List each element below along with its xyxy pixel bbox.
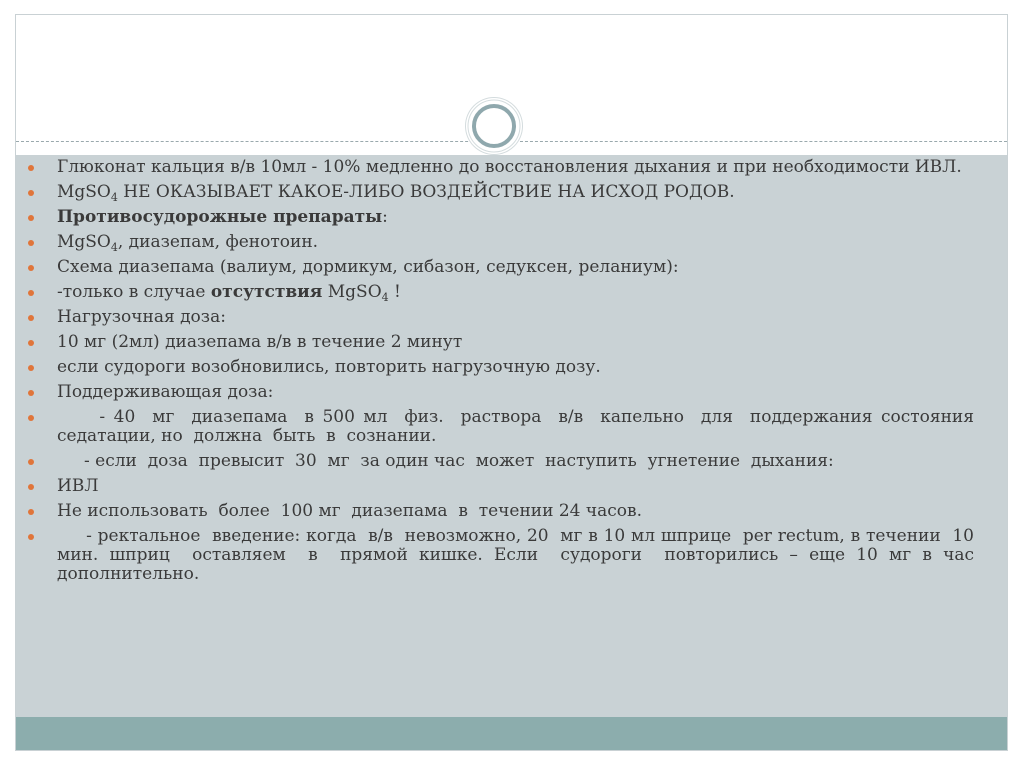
bullet-dot-icon bbox=[28, 459, 34, 465]
bullet-dot-icon bbox=[28, 165, 34, 171]
list-item bbox=[24, 158, 974, 177]
bullet-text-pre: MgSO bbox=[57, 232, 111, 252]
list-item bbox=[24, 283, 974, 302]
list-item bbox=[24, 208, 974, 227]
bullet-dot-icon bbox=[28, 240, 34, 246]
list-item bbox=[24, 407, 985, 446]
bullet-text: Не использовать более 100 мг диазепама в течении 24 часов. bbox=[57, 501, 643, 521]
bullet-text-pre: -только в случае bbox=[57, 282, 211, 302]
list-item bbox=[24, 333, 974, 352]
bullet-dot-icon bbox=[28, 340, 34, 346]
list-item bbox=[24, 477, 974, 496]
bullet-text-post: , диазепам, фенотоин. bbox=[117, 232, 319, 252]
list-item bbox=[24, 183, 974, 202]
bullet-text: - если доза превысит 30 мг за один час может наступить угнетение дыхания: bbox=[57, 451, 834, 471]
list-item bbox=[24, 526, 985, 584]
list-item bbox=[24, 383, 974, 402]
bullet-dot-icon bbox=[28, 365, 34, 371]
bullet-text: Глюконат кальция в/в 10мл - 10% медленно до восстановления дыхания и при необходимости ИВЛ. bbox=[57, 157, 962, 177]
bullet-dot-icon bbox=[28, 315, 34, 321]
subscript: 4 bbox=[381, 291, 389, 304]
list-item bbox=[24, 258, 974, 277]
bullet-bold-text: Противосудорожные препараты bbox=[57, 207, 383, 227]
bullet-bold-text: отсутствия bbox=[210, 282, 323, 302]
bullet-text-pre: MgSO bbox=[57, 182, 111, 202]
bullet-text: ИВЛ bbox=[57, 476, 99, 496]
bullet-dot-icon bbox=[28, 215, 34, 221]
bullet-dot-icon bbox=[28, 509, 34, 515]
bullet-dot-icon bbox=[28, 265, 34, 271]
bullet-dot-icon bbox=[28, 534, 34, 540]
footer-band bbox=[16, 717, 1007, 751]
subscript: 4 bbox=[110, 241, 118, 254]
bullet-dot-icon bbox=[28, 415, 34, 421]
bullet-text-mid: MgSO bbox=[322, 282, 382, 302]
ring-ornament-icon bbox=[466, 98, 522, 154]
bullet-text-post: : bbox=[382, 207, 388, 227]
bullet-text: - 40 мг диазепама в 500 мл физ. раствора в/в капельно для поддержания состояния седатации, но должна быть в сознании. bbox=[57, 407, 985, 446]
bullet-text-post: ! bbox=[388, 282, 401, 302]
list-item bbox=[24, 308, 974, 327]
list-item bbox=[24, 358, 974, 377]
list-item bbox=[24, 502, 974, 521]
list-item bbox=[24, 452, 974, 471]
bullet-list bbox=[24, 157, 985, 590]
bullet-text: Поддерживающая доза: bbox=[57, 382, 274, 402]
bullet-dot-icon bbox=[28, 484, 34, 490]
bullet-text: 10 мг (2мл) диазепама в/в в течение 2 минут bbox=[57, 332, 463, 352]
bullet-text-post: НЕ ОКАЗЫВАЕТ КАКОЕ-ЛИБО ВОЗДЕЙСТВИЕ НА ИСХОД РОДОВ. bbox=[117, 182, 735, 202]
subscript: 4 bbox=[110, 191, 118, 204]
bullet-text: Нагрузочная доза: bbox=[57, 307, 226, 327]
bullet-dot-icon bbox=[28, 290, 34, 296]
bullet-dot-icon bbox=[28, 190, 34, 196]
bullet-text: - ректальное введение: когда в/в невозможно, 20 мг в 10 мл шприце per rectum, в течении 10 мин. шприц оставляем в прямой кишке. Если судороги повторились – еще 10 мг в час дополнительно. bbox=[57, 526, 985, 584]
bullet-dot-icon bbox=[28, 390, 34, 396]
list-item bbox=[24, 233, 974, 252]
bullet-text: если судороги возобновились, повторить нагрузочную дозу. bbox=[57, 357, 601, 377]
bullet-text: Схема диазепама (валиум, дормикум, сибазон, седуксен, реланиум): bbox=[57, 257, 679, 277]
